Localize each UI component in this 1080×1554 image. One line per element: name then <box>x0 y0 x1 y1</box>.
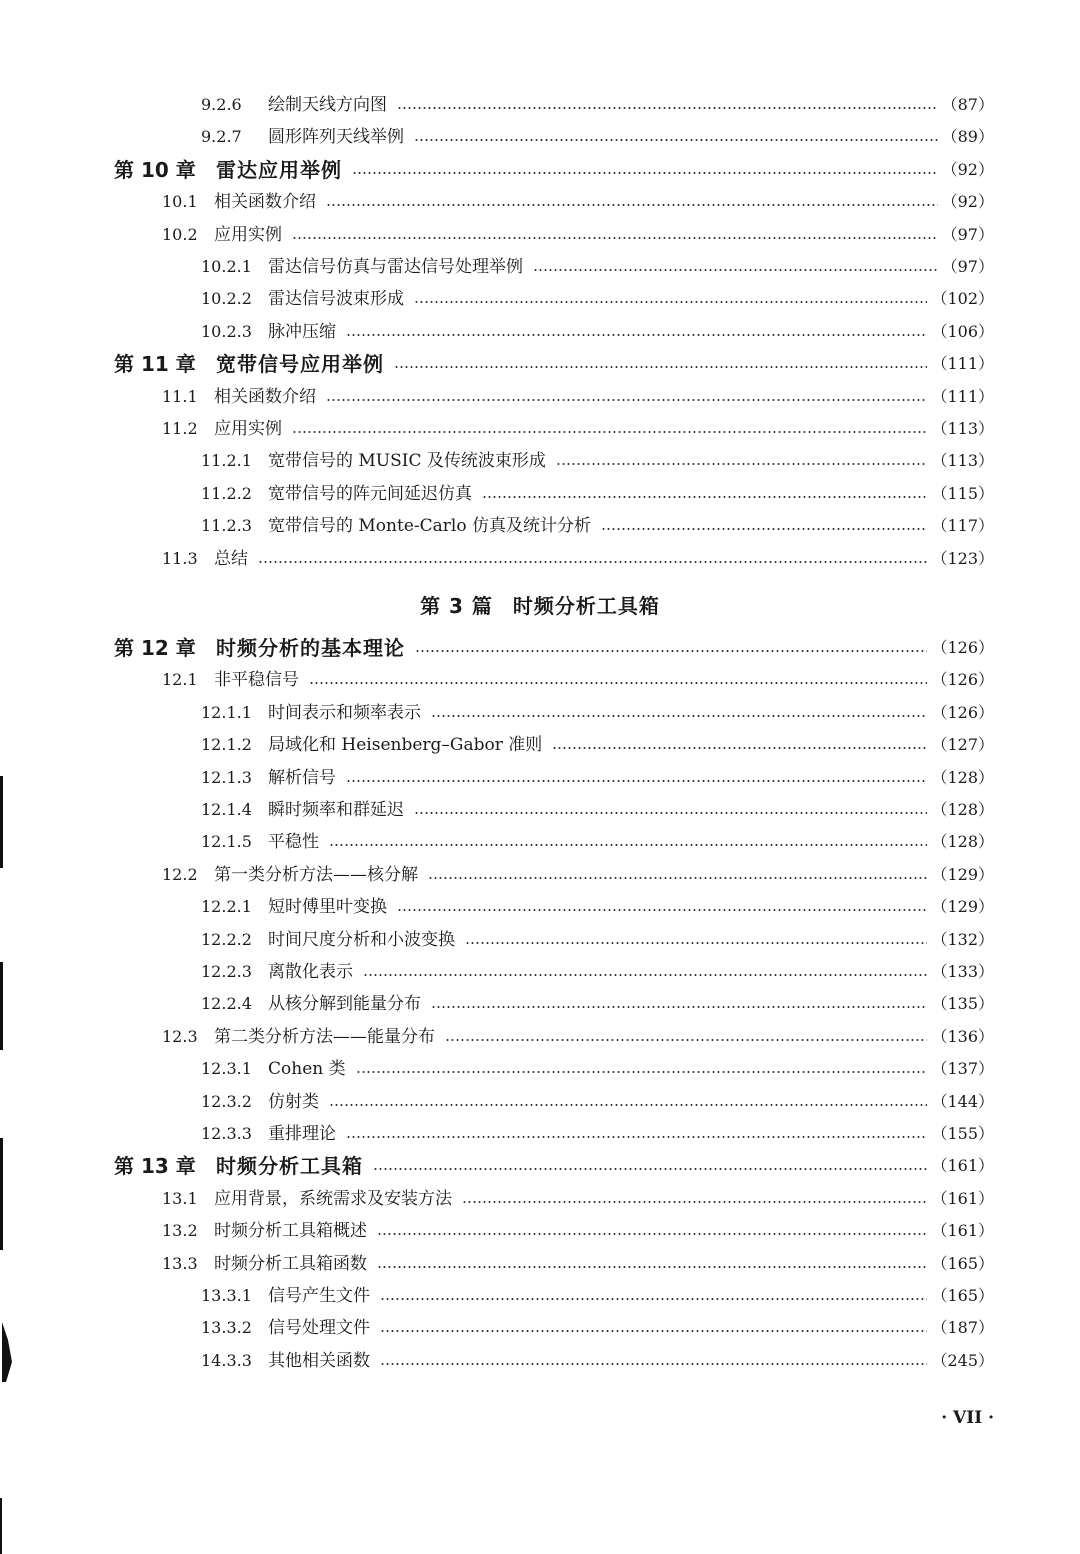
toc-dot-leader <box>326 399 927 401</box>
toc-entry-title: 局域化和 Heisenberg–Gabor 准则 <box>268 735 543 756</box>
toc-dot-leader <box>377 1266 927 1268</box>
toc-entry-page: （111） <box>931 386 994 406</box>
toc-entry-title: 绘制天线方向图 <box>268 95 387 115</box>
toc-dot-leader <box>346 780 927 782</box>
toc-subsection-entry <box>201 1313 994 1343</box>
toc-dot-leader <box>414 812 927 814</box>
toc-entry-page: （137） <box>931 1059 994 1079</box>
toc-entry-number: 13.1 <box>162 1188 198 1208</box>
toc-entry-number: 10.1 <box>162 192 198 212</box>
toc-entry-page: （97） <box>941 257 994 276</box>
toc-entry-title: 相关函数介绍 <box>214 386 316 407</box>
toc-entry-page: （128） <box>931 832 994 852</box>
toc-subsection-entry <box>201 90 994 120</box>
toc-section-entry <box>162 220 994 250</box>
toc-entry-number: 14.3.3 <box>201 1350 252 1370</box>
toc-entry-title: 相关函数介绍 <box>214 192 316 213</box>
toc-section-entry <box>162 665 994 695</box>
toc-entry-title: 雷达应用举例 <box>216 157 342 182</box>
scan-margin-mark <box>0 1138 3 1250</box>
toc-entry-page: （187） <box>931 1318 994 1338</box>
toc-subsection-entry <box>201 698 994 728</box>
toc-entry-page: （136） <box>931 1026 994 1046</box>
toc-section-entry <box>162 382 994 412</box>
toc-dot-leader <box>258 561 927 563</box>
toc-subsection-entry <box>201 446 994 476</box>
toc-entry-title: 第一类分析方法——核分解 <box>214 864 418 885</box>
toc-entry-page: （126） <box>931 670 994 690</box>
toc-entry-title: 时频分析的基本理论 <box>216 636 405 660</box>
toc-entry-number: 12.2.2 <box>201 929 252 949</box>
toc-subsection-entry <box>201 925 994 955</box>
toc-entry-page: （92） <box>941 192 994 212</box>
toc-subsection-entry <box>201 1281 994 1311</box>
toc-dot-leader <box>431 1006 927 1008</box>
toc-entry-number: 11.2 <box>162 419 198 438</box>
toc-entry-number: 10.2.1 <box>201 257 252 276</box>
toc-entry-page: （127） <box>931 735 994 755</box>
toc-subsection-entry <box>201 1119 994 1149</box>
toc-entry-title: 平稳性 <box>268 832 319 853</box>
toc-dot-leader <box>292 237 938 239</box>
toc-entry-page: （111） <box>931 354 994 374</box>
toc-chapter-entry <box>114 349 994 379</box>
toc-subsection-entry <box>201 795 994 825</box>
toc-entry-title: 应用实例 <box>214 224 282 245</box>
part-label: 第 3 篇 <box>420 594 493 618</box>
toc-entry-title: 非平稳信号 <box>214 670 299 691</box>
toc-entry-title: 应用背景，系统需求及安装方法 <box>214 1188 452 1209</box>
toc-subsection-entry <box>201 730 994 760</box>
toc-entry-page: （97） <box>941 224 994 244</box>
toc-entry-title: 从核分解到能量分布 <box>268 994 421 1015</box>
scan-margin-mark <box>0 776 3 868</box>
toc-entry-number: 12.2 <box>162 864 198 884</box>
toc-entry-number: 10.2 <box>162 224 198 244</box>
toc-dot-leader <box>329 1104 927 1106</box>
toc-entry-title: 时间表示和频率表示 <box>268 702 421 723</box>
toc-entry-title: 雷达信号波束形成 <box>268 289 404 310</box>
toc-dot-leader <box>414 301 927 303</box>
toc-entry-page: （113） <box>931 451 994 471</box>
toc-subsection-entry <box>201 317 994 347</box>
toc-dot-leader <box>556 463 928 465</box>
toc-entry-number: 12.1.5 <box>201 832 252 852</box>
toc-dot-leader <box>356 1071 928 1073</box>
toc-entry-number: 12.2.1 <box>201 897 252 917</box>
toc-entry-number: 12.1.1 <box>201 702 252 722</box>
toc-dot-leader <box>428 877 927 879</box>
toc-dot-leader <box>533 269 938 271</box>
toc-entry-number: 10.2.2 <box>201 289 252 309</box>
toc-entry-title: 雷达信号仿真与雷达信号处理举例 <box>268 257 523 277</box>
toc-entry-title: 宽带信号应用举例 <box>216 352 384 377</box>
toc-entry-number: 第 13 章 <box>114 1154 196 1179</box>
toc-entry-title: 短时傅里叶变换 <box>268 897 387 918</box>
toc-entry-page: （165） <box>931 1286 994 1305</box>
part-heading <box>0 590 1080 619</box>
toc-dot-leader <box>431 715 927 717</box>
toc-dot-leader <box>601 528 927 530</box>
toc-entry-page: （126） <box>931 638 994 657</box>
toc-chapter-entry <box>114 1151 994 1181</box>
toc-dot-leader <box>414 139 938 141</box>
toc-entry-title: 宽带信号的阵元间延迟仿真 <box>268 483 472 504</box>
toc-entry-page: （89） <box>941 127 994 147</box>
toc-entry-number: 12.1.4 <box>201 800 252 819</box>
toc-dot-leader <box>380 1363 927 1365</box>
toc-subsection-entry <box>201 1087 994 1117</box>
part-title: 时频分析工具箱 <box>512 594 660 618</box>
toc-entry-title: 时频分析工具箱函数 <box>214 1253 367 1274</box>
toc-entry-title: 总结 <box>214 548 248 569</box>
toc-dot-leader <box>352 172 938 174</box>
toc-entry-title: 瞬时频率和群延迟 <box>268 800 404 820</box>
toc-entry-page: （161） <box>931 1188 994 1208</box>
toc-entry-page: （129） <box>931 864 994 884</box>
toc-dot-leader <box>363 974 927 976</box>
toc-section-entry <box>162 860 994 890</box>
toc-entry-title: 第二类分析方法——能量分布 <box>214 1026 435 1047</box>
toc-dot-leader <box>380 1298 927 1300</box>
toc-entry-number: 13.3 <box>162 1253 198 1273</box>
toc-subsection-entry <box>201 511 994 541</box>
toc-chapter-entry <box>114 633 994 663</box>
toc-entry-number: 13.3.2 <box>201 1318 252 1338</box>
toc-entry-title: 时间尺度分析和小波变换 <box>268 929 455 950</box>
toc-entry-page: （87） <box>941 95 994 114</box>
toc-entry-title: 重排理论 <box>268 1124 336 1144</box>
toc-entry-title: Cohen 类 <box>268 1059 346 1080</box>
page-folio: · VII · <box>941 1408 994 1428</box>
toc-chapter-entry <box>114 155 994 185</box>
toc-subsection-entry <box>201 122 994 152</box>
toc-entry-title: 应用实例 <box>214 419 282 439</box>
toc-entry-page: （106） <box>931 321 994 341</box>
toc-dot-leader <box>377 1233 927 1235</box>
toc-dot-leader <box>415 650 927 652</box>
toc-dot-leader <box>292 431 927 433</box>
toc-subsection-entry <box>201 763 994 793</box>
toc-entry-page: （161） <box>931 1156 994 1176</box>
toc-section-entry <box>162 1022 994 1052</box>
toc-entry-title: 圆形阵列天线举例 <box>268 127 404 148</box>
scan-margin-mark <box>0 962 3 1050</box>
toc-dot-leader <box>482 496 927 498</box>
toc-dot-leader <box>373 1168 927 1170</box>
toc-entry-page: （144） <box>931 1091 994 1111</box>
toc-dot-leader <box>329 844 927 846</box>
toc-entry-page: （132） <box>931 929 994 949</box>
toc-entry-title: 信号处理文件 <box>268 1318 370 1339</box>
toc-section-entry <box>162 187 994 217</box>
toc-entry-number: 12.3.3 <box>201 1124 252 1143</box>
toc-entry-title: 仿射类 <box>268 1091 319 1112</box>
toc-subsection-entry <box>201 1054 994 1084</box>
toc-entry-number: 12.2.4 <box>201 994 252 1014</box>
toc-entry-number: 12.3 <box>162 1026 198 1046</box>
toc-entry-number: 12.3.2 <box>201 1091 252 1111</box>
toc-dot-leader <box>397 107 938 109</box>
toc-entry-number: 9.2.6 <box>201 95 242 114</box>
toc-entry-page: （155） <box>931 1124 994 1143</box>
toc-entry-page: （128） <box>931 800 994 819</box>
toc-entry-page: （165） <box>931 1253 994 1273</box>
toc-entry-number: 11.3 <box>162 548 198 568</box>
toc-entry-page: （126） <box>931 702 994 722</box>
toc-section-entry <box>162 544 994 574</box>
toc-subsection-entry <box>201 989 994 1019</box>
toc-dot-leader <box>394 366 927 368</box>
toc-dot-leader <box>346 1136 927 1138</box>
toc-entry-title: 解析信号 <box>268 767 336 788</box>
toc-entry-title: 离散化表示 <box>268 962 353 982</box>
toc-section-entry <box>162 414 994 444</box>
toc-entry-number: 9.2.7 <box>201 127 242 147</box>
toc-entry-number: 13.3.1 <box>201 1286 252 1305</box>
toc-dot-leader <box>465 942 927 944</box>
toc-dot-leader <box>326 204 938 206</box>
toc-entry-page: （102） <box>931 289 994 309</box>
toc-subsection-entry <box>201 957 994 987</box>
toc-subsection-entry <box>201 284 994 314</box>
toc-entry-title: 宽带信号的 Monte-Carlo 仿真及统计分析 <box>268 516 591 537</box>
toc-entry-page: （129） <box>931 897 994 917</box>
toc-subsection-entry <box>201 1346 994 1376</box>
toc-entry-page: （115） <box>931 483 994 503</box>
toc-entry-number: 12.3.1 <box>201 1059 252 1079</box>
toc-entry-number: 12.1.2 <box>201 735 252 755</box>
scan-margin-mark <box>0 1498 2 1554</box>
toc-section-entry <box>162 1184 994 1214</box>
toc-entry-title: 宽带信号的 MUSIC 及传统波束形成 <box>268 451 546 472</box>
toc-entry-number: 12.1.3 <box>201 767 252 787</box>
toc-subsection-entry <box>201 892 994 922</box>
toc-dot-leader <box>380 1330 927 1332</box>
toc-entry-page: （123） <box>931 548 994 568</box>
toc-dot-leader <box>462 1201 927 1203</box>
toc-entry-number: 第 12 章 <box>114 636 196 660</box>
toc-subsection-entry <box>201 827 994 857</box>
toc-section-entry <box>162 1216 994 1246</box>
toc-entry-page: （245） <box>931 1350 994 1370</box>
toc-entry-page: （135） <box>931 994 994 1014</box>
toc-entry-page: （161） <box>931 1221 994 1241</box>
toc-entry-number: 12.2.3 <box>201 962 252 981</box>
toc-dot-leader <box>346 334 927 336</box>
toc-entry-page: （117） <box>931 516 994 536</box>
toc-entry-title: 信号产生文件 <box>268 1286 370 1306</box>
toc-entry-number: 12.1 <box>162 670 198 690</box>
toc-entry-number: 第 10 章 <box>114 157 196 182</box>
toc-dot-leader <box>552 747 927 749</box>
toc-entry-number: 11.2.3 <box>201 516 252 536</box>
toc-subsection-entry <box>201 479 994 509</box>
toc-entry-number: 11.2.1 <box>201 451 252 471</box>
toc-entry-title: 其他相关函数 <box>268 1350 370 1371</box>
toc-entry-title: 脉冲压缩 <box>268 321 336 342</box>
toc-entry-number: 第 11 章 <box>114 352 196 377</box>
toc-dot-leader <box>397 909 927 911</box>
toc-entry-page: （113） <box>931 419 994 438</box>
toc-entry-number: 11.1 <box>162 386 198 406</box>
toc-entry-title: 时频分析工具箱 <box>216 1154 363 1179</box>
toc-dot-leader <box>309 682 927 684</box>
toc-entry-page: （128） <box>931 767 994 787</box>
toc-dot-leader <box>445 1039 927 1041</box>
toc-entry-number: 10.2.3 <box>201 321 252 341</box>
scan-margin-blob <box>2 1322 12 1382</box>
toc-subsection-entry <box>201 252 994 282</box>
toc-entry-number: 11.2.2 <box>201 483 252 503</box>
toc-entry-title: 时频分析工具箱概述 <box>214 1221 367 1242</box>
toc-section-entry <box>162 1249 994 1279</box>
toc-entry-page: （92） <box>941 159 994 179</box>
toc-entry-number: 13.2 <box>162 1221 198 1241</box>
toc-entry-page: （133） <box>931 962 994 981</box>
